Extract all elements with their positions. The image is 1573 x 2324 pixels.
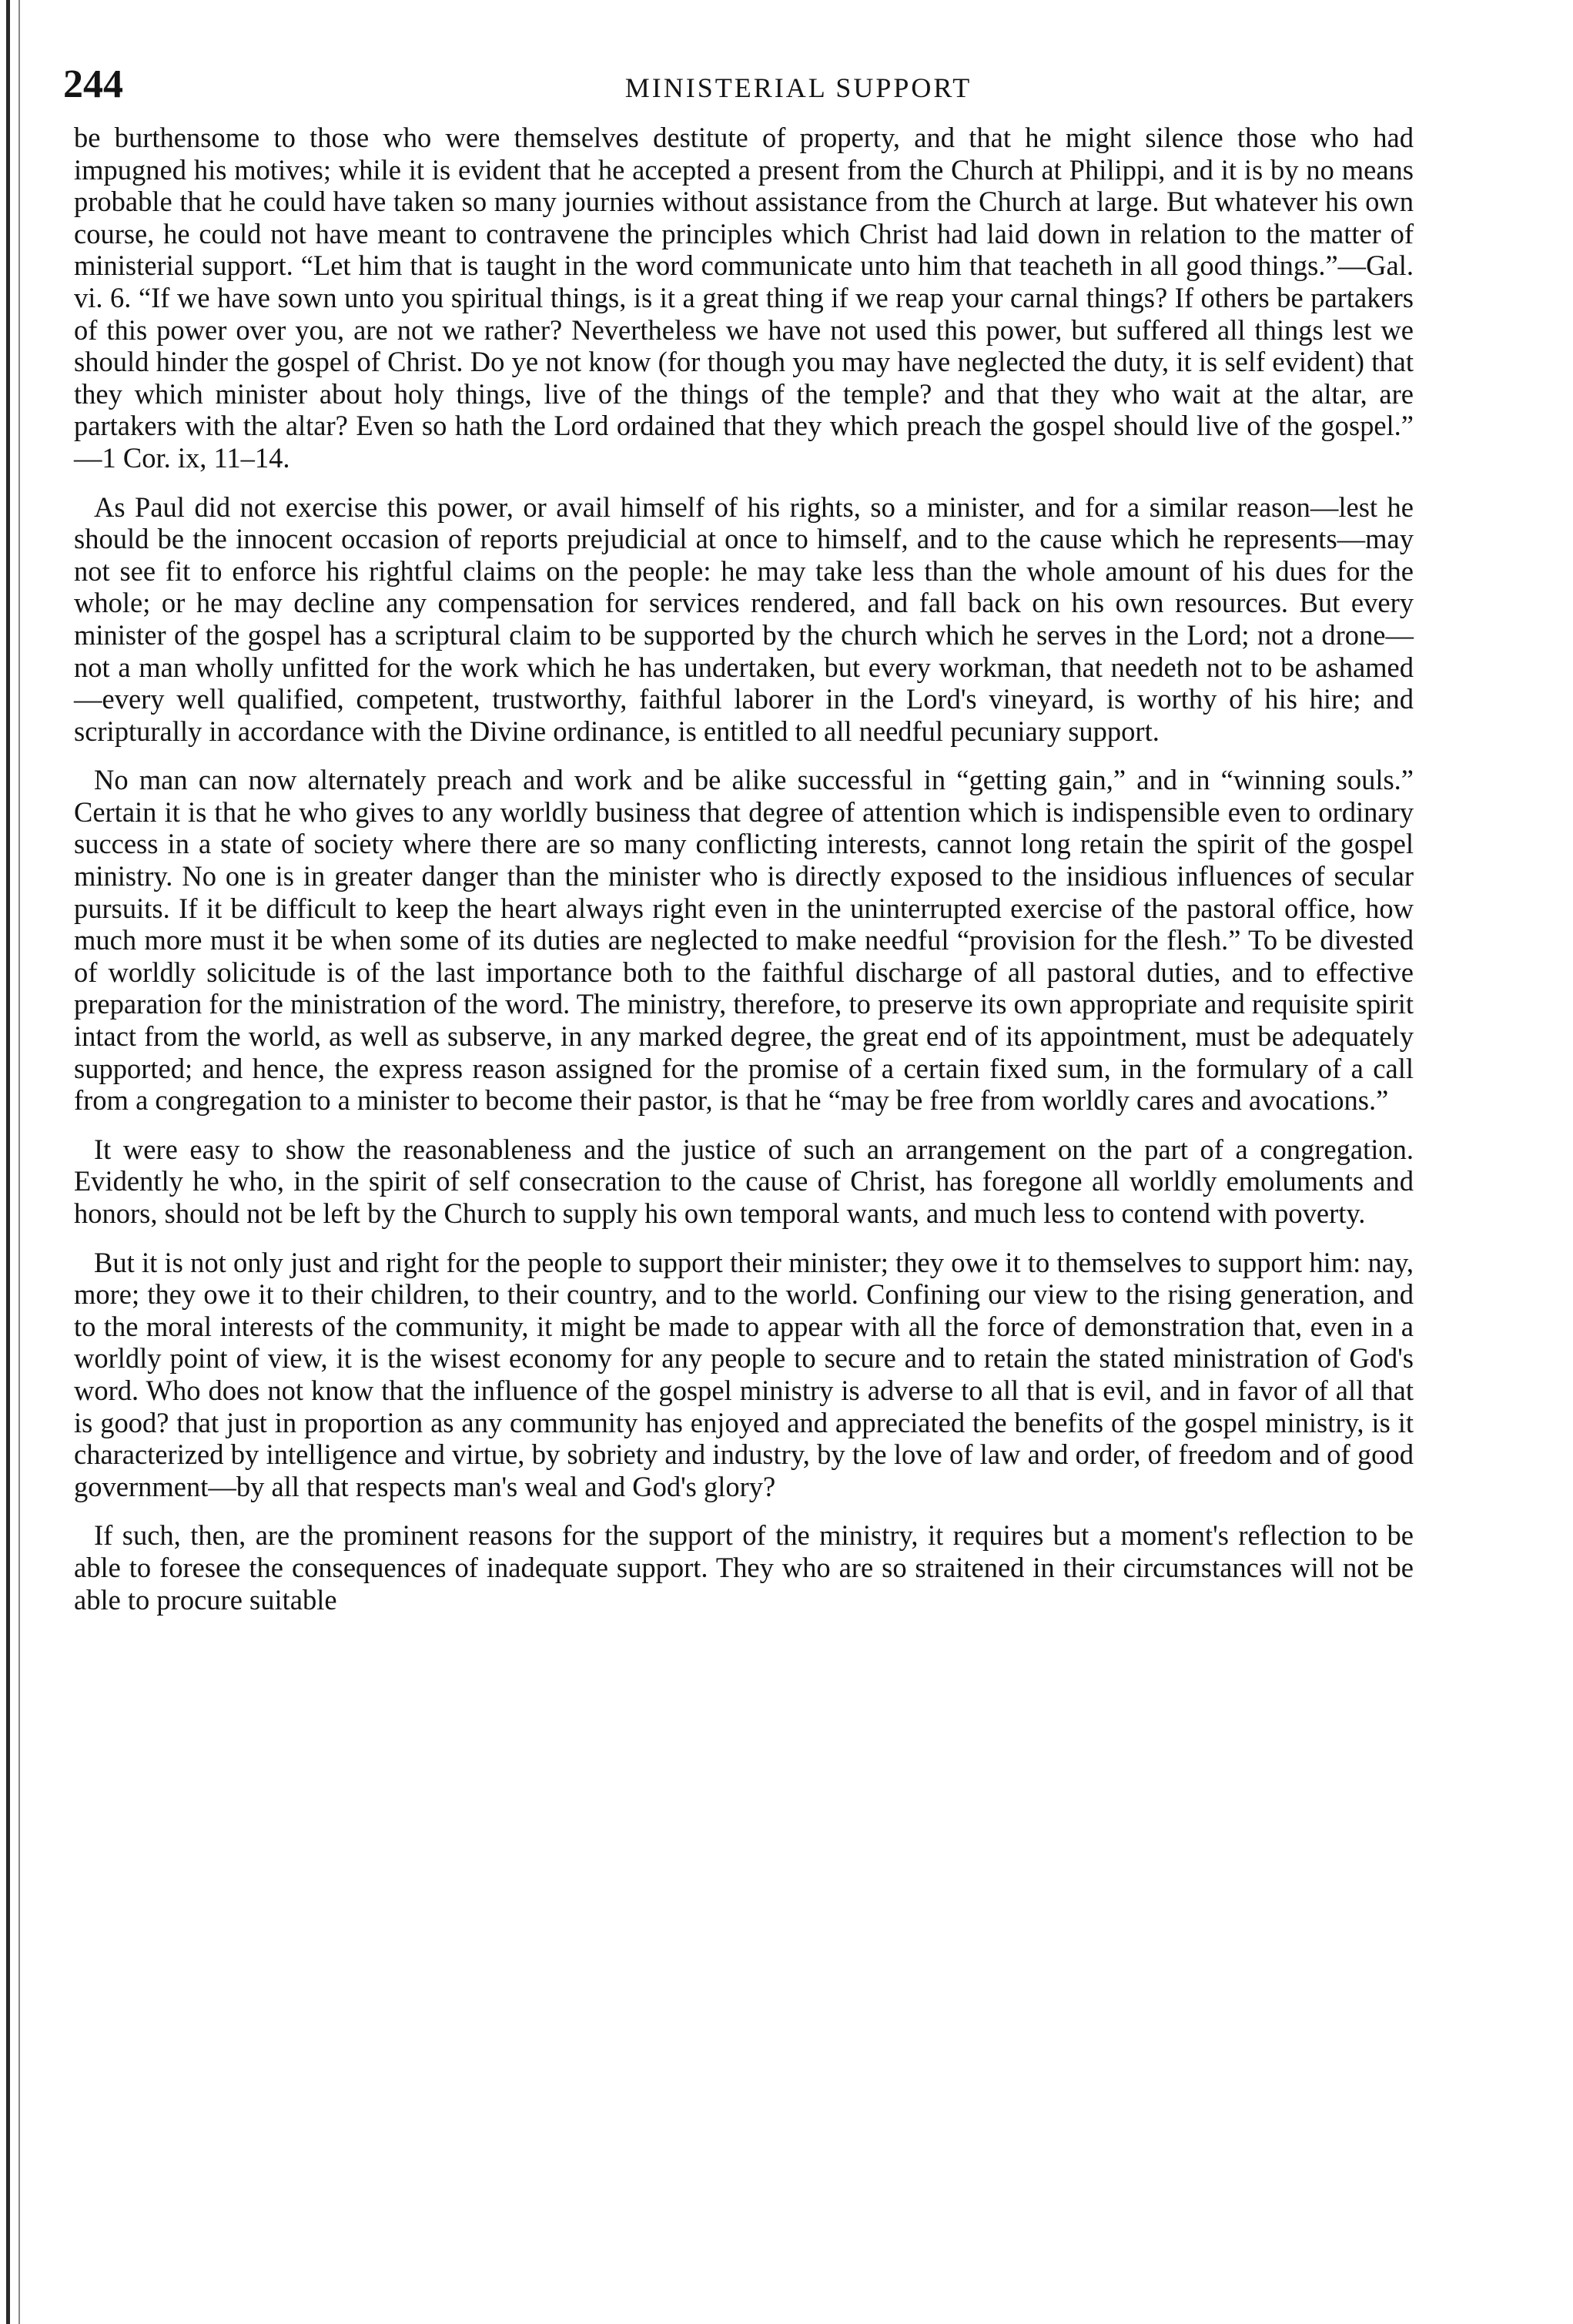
paragraph-6: If such, then, are the prominent reasons for the support of the ministry, it requires but a moment's reflection to be able to foresee the consequences of inadequate support. They who are so straitened in their circumstances will not be able to procure suitable — [74, 1519, 1414, 1616]
paragraph-4: It were easy to show the reasonableness and the justice of such an arrangement on the part of a congregation. Evidently he who, in the spirit of self consecration to the cause of Christ, has foregone all worldly emoluments and honors, should not be left by the Church to supply his own temporal wants, and much less to contend with poverty. — [74, 1133, 1414, 1229]
paragraph-5: But it is not only just and right for the people to support their minister; they owe it to themselves to support him: nay, more; they owe it to their children, to their country, and to the world. Confining our view to the rising generation, and to the moral interests of the community, it might be made to appear with all the force of demonstration that, even in a worldly point of view, it is the wisest economy for any people to secure and to retain the stated ministration of God's word. Who does not know that the influence of the gospel ministry is adverse to all that is evil, and in favor of all that is good? that just in proportion as any community has enjoyed and appreciated the benefits of the gospel ministry, is it characterized by intelligence and virtue, by sobriety and industry, by the love of law and order, of freedom and of good government—by all that respects man's weal and God's glory? — [74, 1246, 1414, 1502]
binding-shadow-line — [6, 0, 10, 2324]
paragraph-2: As Paul did not exercise this power, or avail himself of his rights, so a minister, and for a similar reason—lest he should be the innocent occasion of reports prejudicial at once to himself, and to the cause which he represents—may not see fit to enforce his rightful claims on the people: he may take less than the whole amount of his dues for the whole; or he may decline any compensation for services rendered, and fall back on his own resources. But every minister of the gospel has a scriptural claim to be supported by the church which he serves in the Lord; not a drone—not a man wholly unfitted for the work which he has undertaken, but every workman, that needeth not to be ashamed—every well qualified, competent, trustworthy, faithful laborer in the Lord's vineyard, is worthy of his hire; and scripturally in accordance with the Divine ordinance, is entitled to all needful pecuniary support. — [74, 491, 1414, 747]
body-text — [74, 122, 1414, 1632]
binding-shadow-line-secondary — [18, 0, 20, 2324]
paragraph-1: be burthensome to those who were themselves destitute of property, and that he might silence those who had impugned his motives; while it is evident that he accepted a present from the Church at Philippi, and it is by no means probable that he could have taken so many journies without assistance from the Church at large. But whatever his own course, he could not have meant to contravene the principles which Christ had laid down in relation to the matter of ministerial support. “Let him that is taught in the word communicate unto him that teacheth in all good things.”—Gal. vi. 6. “If we have sown unto you spiritual things, is it a great thing if we reap your carnal things? If others be partakers of this power over you, are not we rather? Nevertheless we have not used this power, but suffered all things lest we should hinder the gospel of Christ. Do ye not know (for though you may have neglected the duty, it is self evident) that they which minister about holy things, live of the things of the temple? and that they who wait at the altar, are partakers with the altar? Even so hath the Lord ordained that they which preach the gospel should live of the gospel.” —1 Cor. ix, 11–14. — [74, 122, 1414, 474]
page-header — [63, 60, 1534, 116]
page-number: 244 — [63, 62, 123, 106]
running-head: MINISTERIAL SUPPORT — [624, 72, 972, 103]
paragraph-3: No man can now alternately preach and work and be alike successful in “getting gain,” and in “winning souls.” Certain it is that he who gives to any worldly business that degree of attention which is indispensible even to ordinary success in a state of society where there are so many conflicting interests, cannot long retain the spirit of the gospel ministry. No one is in greater danger than the minister who is directly exposed to the insidious influences of secular pursuits. If it be difficult to keep the heart always right even in the uninterrupted exercise of the pastoral office, how much more must it be when some of its duties are neglected to make needful “provision for the flesh.” To be divested of worldly solicitude is of the last importance both to the faithful discharge of all pastoral duties, and to effective preparation for the ministration of the word. The ministry, therefore, to preserve its own appropriate and requisite spirit intact from the world, as well as subserve, in any marked degree, the great end of its appointment, must be adequately supported; and hence, the express reason assigned for the promise of a certain fixed sum, in the formulary of a call from a congregation to a minister to become their pastor, is that he “may be free from worldly cares and avocations.” — [74, 764, 1414, 1117]
